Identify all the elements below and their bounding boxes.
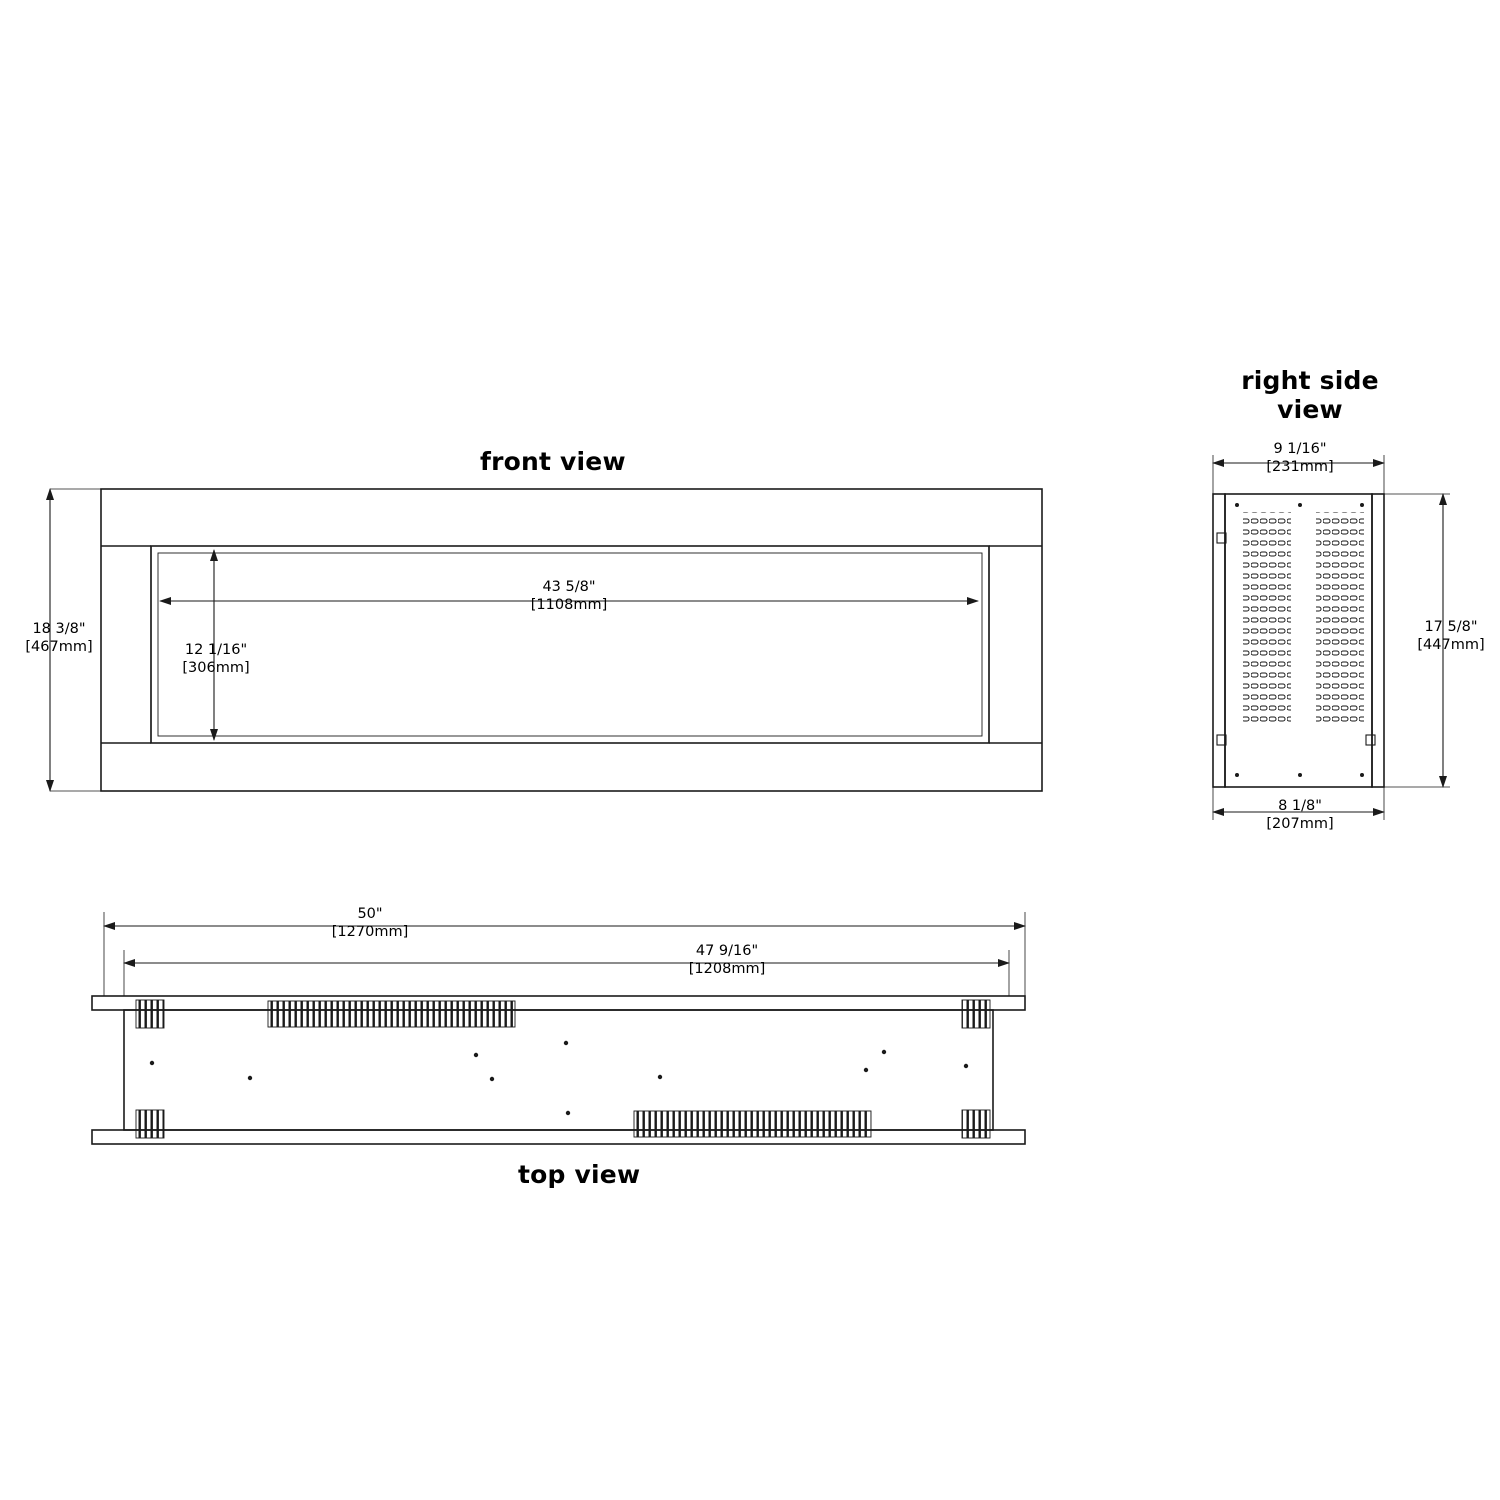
right-top-width-label bbox=[1248, 440, 1352, 476]
right-top-width-imperial: 9 1/16" bbox=[1273, 441, 1327, 457]
right-bottom-width-label bbox=[1248, 797, 1352, 833]
top-fin-corner-fr bbox=[962, 1000, 990, 1028]
right-vent-column-left bbox=[1243, 512, 1291, 724]
right-height-imperial: 17 5/8" bbox=[1424, 619, 1478, 635]
right-top-width-metric: [231mm] bbox=[1266, 459, 1334, 476]
right-screw-6 bbox=[1360, 773, 1364, 777]
top-overall-width-imperial: 50" bbox=[357, 906, 383, 922]
front-view-title: front view bbox=[480, 447, 626, 476]
right-side-view-title-line1: right side bbox=[1241, 366, 1379, 395]
right-screw-1 bbox=[1235, 503, 1239, 507]
right-screw-3 bbox=[1360, 503, 1364, 507]
front-opening-width-label bbox=[509, 578, 629, 614]
front-opening-width-metric: [1108mm] bbox=[530, 597, 608, 614]
front-outer-frame bbox=[101, 489, 1042, 791]
top-dot-9 bbox=[882, 1050, 886, 1054]
front-opening-width-imperial: 43 5/8" bbox=[542, 579, 596, 595]
top-dot-4 bbox=[490, 1077, 494, 1081]
right-vent-column-right bbox=[1316, 512, 1364, 724]
front-height-imperial: 18 3/8" bbox=[32, 621, 86, 637]
right-left-flange bbox=[1213, 494, 1225, 787]
front-opening-height-imperial: 12 1/16" bbox=[184, 642, 248, 658]
front-opening-height-label bbox=[166, 641, 266, 677]
top-dot-6 bbox=[566, 1111, 570, 1115]
top-fin-corner-br bbox=[962, 1110, 990, 1138]
top-dot-8 bbox=[864, 1068, 868, 1072]
right-bottom-width-metric: [207mm] bbox=[1266, 816, 1334, 833]
top-overall-width-label bbox=[312, 905, 428, 941]
top-dot-2 bbox=[248, 1076, 252, 1080]
right-tab-lower-right bbox=[1366, 735, 1375, 745]
right-screw-2 bbox=[1298, 503, 1302, 507]
front-inner-opening bbox=[151, 546, 989, 743]
top-dot-10 bbox=[964, 1064, 968, 1068]
right-side-view-title bbox=[1230, 366, 1390, 424]
top-back-flange bbox=[92, 1130, 1025, 1144]
top-inner-width-dimension bbox=[124, 950, 1009, 996]
top-vent-strip-front bbox=[268, 1001, 515, 1027]
top-view-title: top view bbox=[518, 1160, 641, 1189]
right-side-view-title-line2: view bbox=[1277, 395, 1343, 424]
top-view-group bbox=[92, 996, 1025, 1144]
right-side-view-group bbox=[1213, 494, 1384, 787]
top-inner-width-label bbox=[668, 942, 786, 978]
right-screw-4 bbox=[1235, 773, 1239, 777]
front-height-metric: [467mm] bbox=[25, 639, 93, 656]
top-dot-5 bbox=[564, 1041, 568, 1045]
top-dot-7 bbox=[658, 1075, 662, 1079]
front-view-group bbox=[101, 489, 1042, 791]
top-vent-strip-back bbox=[634, 1111, 871, 1137]
top-fin-corner-fl bbox=[136, 1000, 164, 1028]
right-height-metric: [447mm] bbox=[1417, 637, 1485, 654]
front-opening-height-metric: [306mm] bbox=[182, 660, 250, 677]
right-screw-5 bbox=[1298, 773, 1302, 777]
top-inner-width-imperial: 47 9/16" bbox=[695, 943, 759, 959]
top-dot-1 bbox=[150, 1061, 154, 1065]
top-fin-corner-bl bbox=[136, 1110, 164, 1138]
top-overall-width-dimension bbox=[104, 912, 1025, 996]
right-bottom-width-imperial: 8 1/8" bbox=[1278, 798, 1322, 814]
right-height-label bbox=[1405, 618, 1497, 654]
top-inner-width-metric: [1208mm] bbox=[688, 961, 766, 978]
top-dot-3 bbox=[474, 1053, 478, 1057]
front-height-dimension-label bbox=[20, 620, 98, 656]
top-front-flange bbox=[92, 996, 1025, 1010]
right-right-flange bbox=[1372, 494, 1384, 787]
top-overall-width-metric: [1270mm] bbox=[331, 924, 409, 941]
